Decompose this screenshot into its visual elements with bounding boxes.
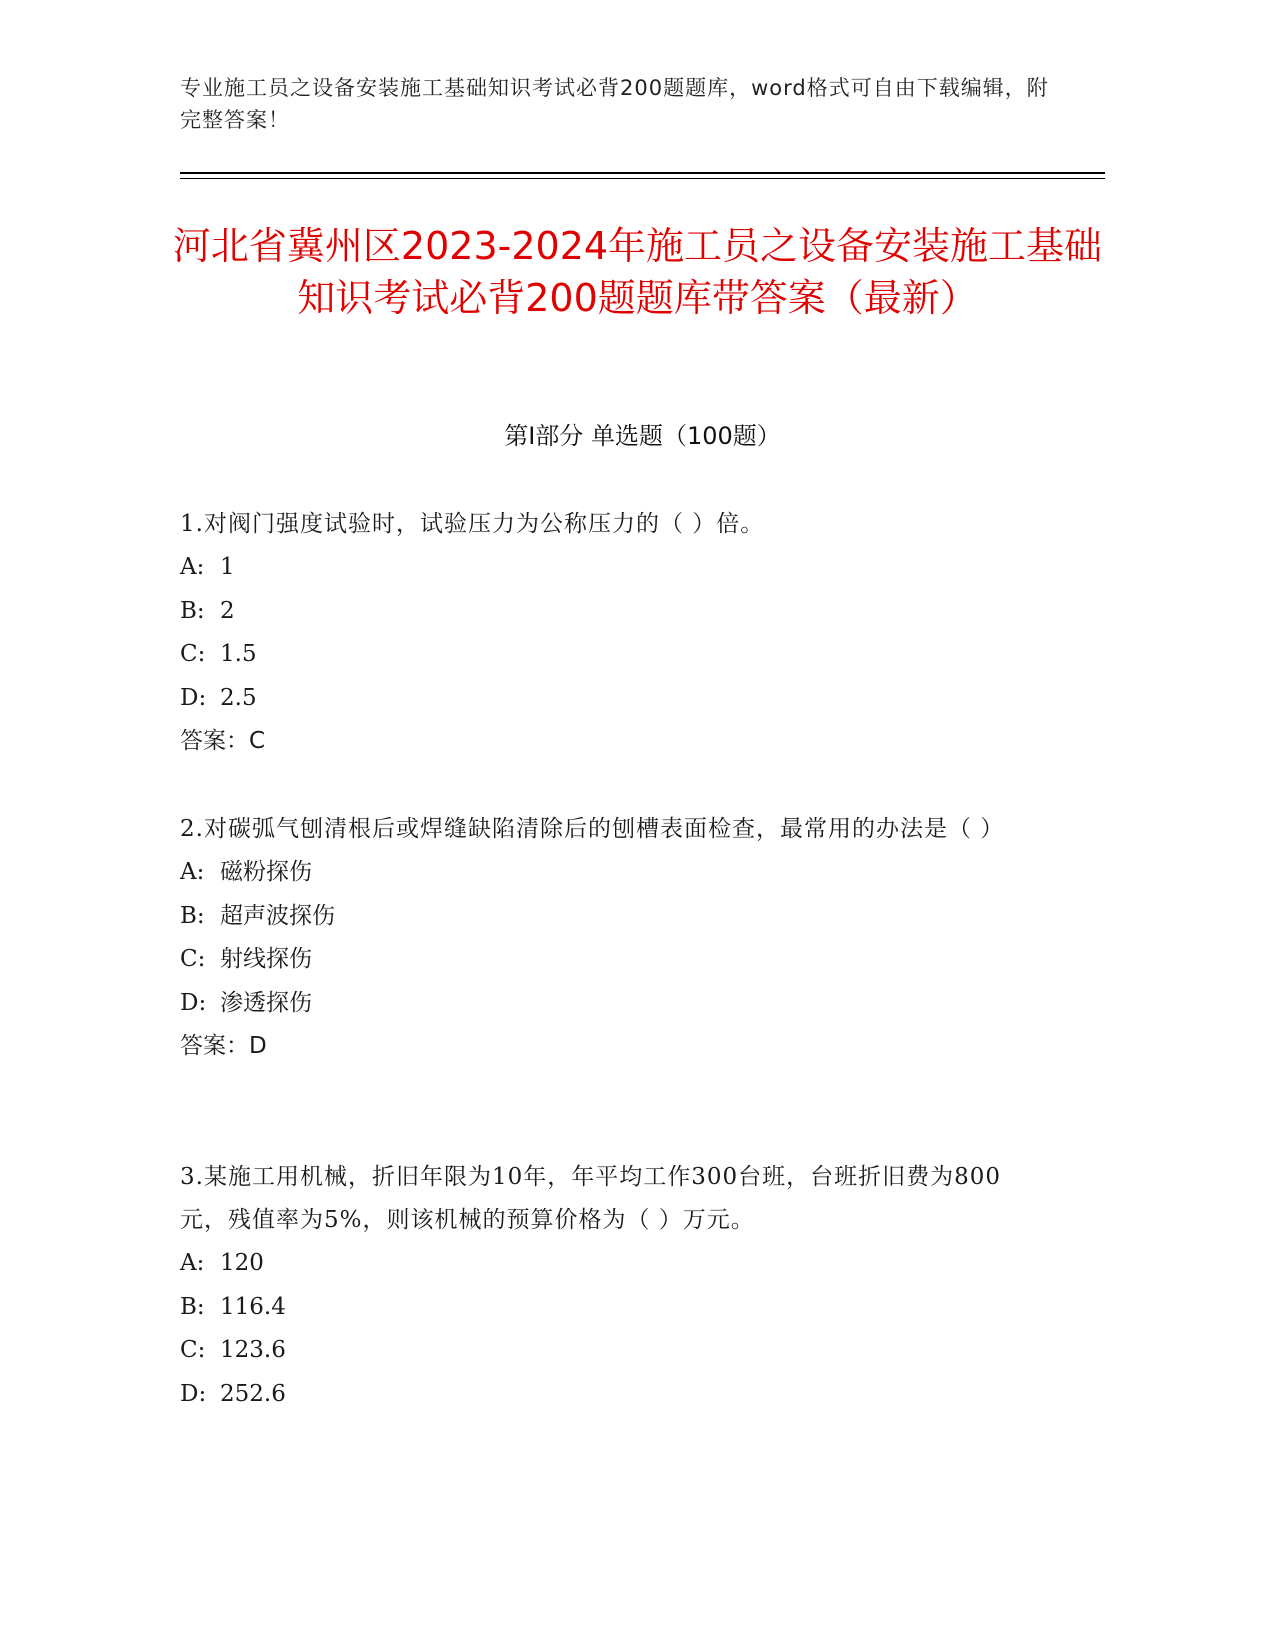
answer-line: 答案：C bbox=[180, 728, 266, 754]
option-text: 1.5 bbox=[220, 641, 257, 667]
option-d bbox=[180, 1373, 1040, 1417]
option-key: B: bbox=[180, 902, 205, 929]
question-2 bbox=[180, 808, 1040, 1069]
option-key: B: bbox=[180, 1293, 205, 1320]
option-key: C: bbox=[180, 946, 206, 972]
option-text: 252.6 bbox=[220, 1380, 286, 1407]
option-c bbox=[180, 938, 1040, 982]
header-divider-thick bbox=[180, 172, 1105, 174]
option-c bbox=[180, 633, 1040, 677]
option-key: C: bbox=[180, 1337, 206, 1363]
option-text: 超声波探伤 bbox=[220, 902, 335, 929]
option-b bbox=[180, 590, 1040, 634]
option-d bbox=[180, 982, 1040, 1026]
option-key: D: bbox=[180, 1380, 207, 1407]
option-text: 116.4 bbox=[220, 1293, 286, 1320]
option-key: A: bbox=[180, 859, 205, 885]
section-title: 第Ⅰ部分 单选题（100题） bbox=[504, 422, 781, 450]
option-key: A: bbox=[180, 1250, 205, 1276]
option-a bbox=[180, 851, 1040, 895]
option-b bbox=[180, 1286, 1040, 1330]
option-text: 2.5 bbox=[220, 684, 257, 711]
question-stem: 3.某施工用机械，折旧年限为10年，年平均工作300台班，台班折旧费为800元，残值率为5%，则该机械的预算价格为（ ）万元。 bbox=[180, 1164, 1002, 1233]
question-stem: 2.对碳弧气刨清根后或焊缝缺陷清除后的刨槽表面检查，最常用的办法是（ ） bbox=[180, 816, 1005, 842]
question-stem: 1.对阀门强度试验时，试验压力为公称压力的（ ）倍。 bbox=[180, 511, 765, 537]
option-d bbox=[180, 677, 1040, 721]
option-a bbox=[180, 546, 1040, 590]
answer-line: 答案：D bbox=[180, 1033, 267, 1059]
option-text: 渗透探伤 bbox=[220, 989, 312, 1016]
option-text: 120 bbox=[220, 1250, 264, 1276]
header-divider-thin bbox=[180, 178, 1105, 179]
option-text: 磁粉探伤 bbox=[220, 859, 312, 885]
question-3 bbox=[180, 1156, 1040, 1416]
option-text: 2 bbox=[220, 597, 235, 624]
header-note: 专业施工员之设备安装施工基础知识考试必背200题题库，word格式可自由下载编辑，附完整答案！ bbox=[180, 76, 1049, 132]
option-key: B: bbox=[180, 597, 205, 624]
option-key: C: bbox=[180, 641, 206, 667]
option-text: 123.6 bbox=[220, 1337, 286, 1363]
option-c bbox=[180, 1329, 1040, 1373]
option-key: A: bbox=[180, 554, 205, 580]
option-key: D: bbox=[180, 989, 207, 1016]
option-key: D: bbox=[180, 684, 207, 711]
option-text: 射线探伤 bbox=[220, 946, 312, 972]
option-b bbox=[180, 895, 1040, 939]
option-a bbox=[180, 1242, 1040, 1286]
document-title: 河北省冀州区2023-2024年施工员之设备安装施工基础知识考试必背200题题库带答案（最新） bbox=[172, 224, 1103, 320]
question-1 bbox=[180, 503, 1040, 764]
option-text: 1 bbox=[220, 554, 235, 580]
